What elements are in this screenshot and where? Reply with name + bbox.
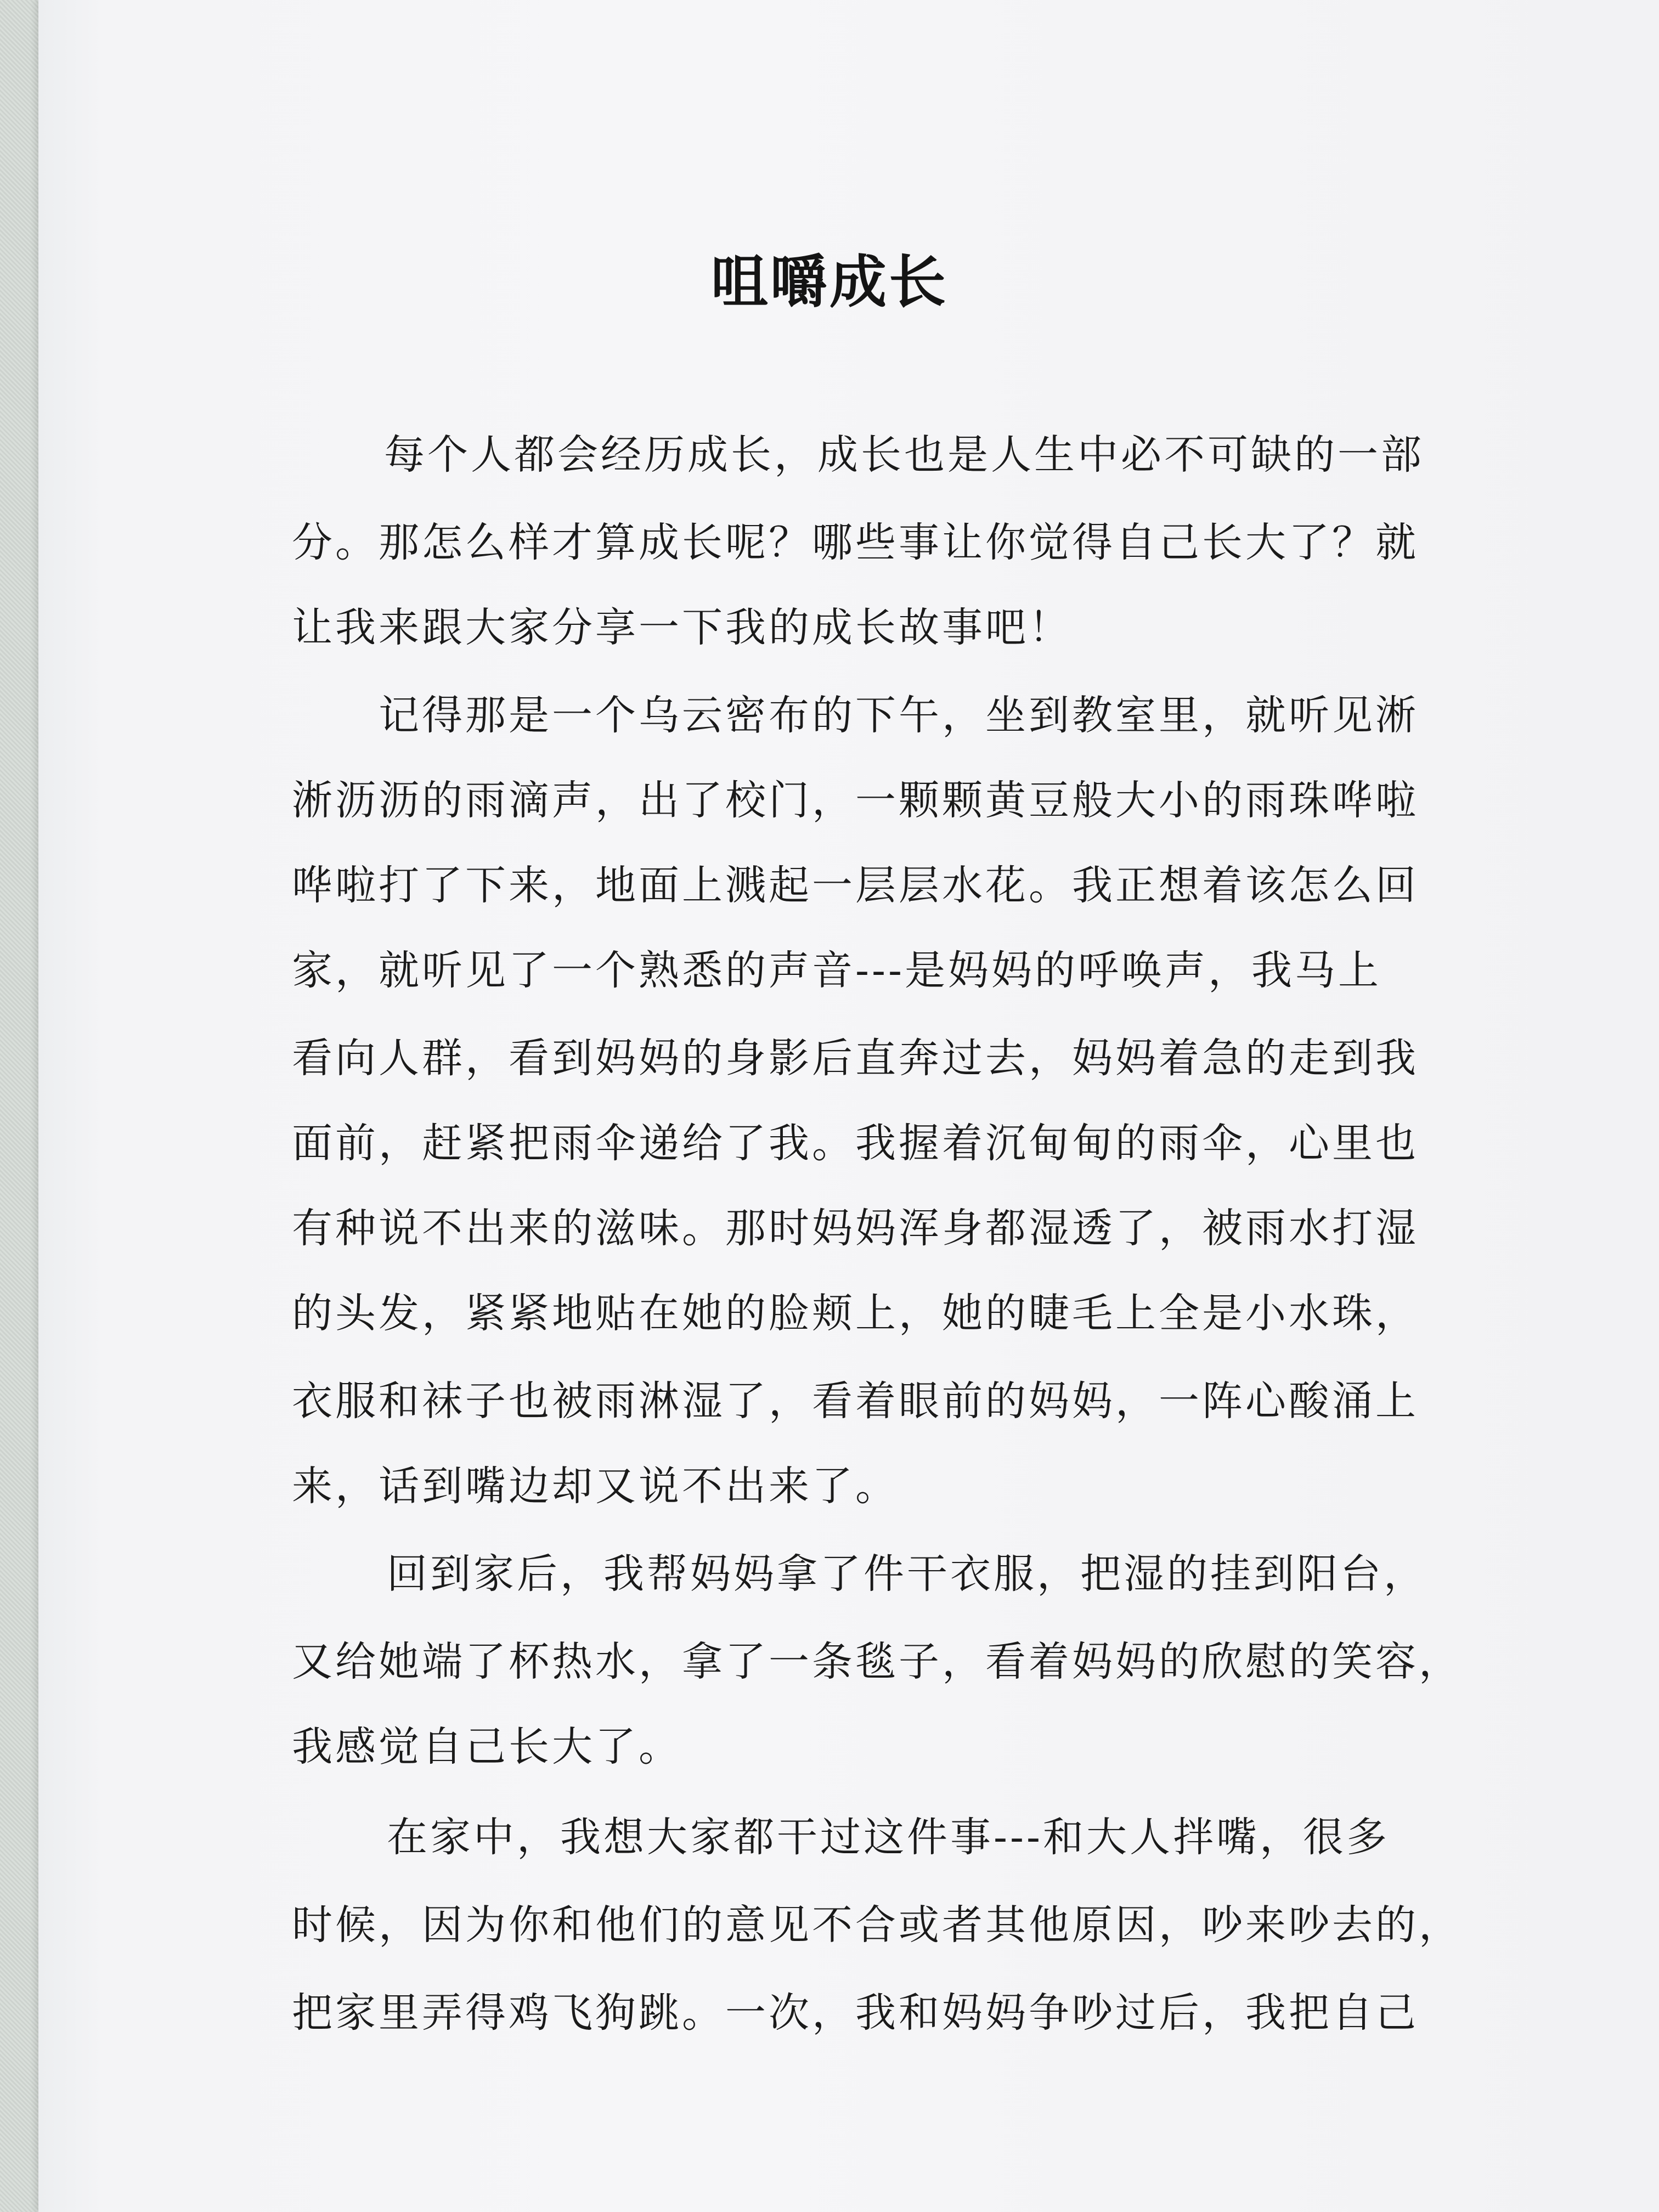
text-line: 淅沥沥的雨滴声，出了校门，一颗颗黄豆般大小的雨珠哗啦 bbox=[292, 777, 1419, 824]
text-line: 衣服和袜子也被雨淋湿了，看着眼前的妈妈，一阵心酸涌上 bbox=[292, 1378, 1419, 1425]
text-line: 看向人群，看到妈妈的身影后直奔过去，妈妈着急的走到我 bbox=[292, 1035, 1419, 1082]
text-line: 让我来跟大家分享一下我的成长故事吧！ bbox=[292, 604, 1072, 651]
text-line: 哗啦打了下来，地面上溅起一层层水花。我正想着该怎么回 bbox=[292, 862, 1419, 909]
text-line: 分。那怎么样才算成长呢？哪些事让你觉得自己长大了？就 bbox=[292, 519, 1419, 566]
text-line: 来，话到嘴边却又说不出来了。 bbox=[292, 1463, 899, 1510]
text-line: 在家中，我想大家都干过这件事---和大人拌嘴，很多 bbox=[387, 1814, 1390, 1861]
text-line: 面前，赶紧把雨伞递给了我。我握着沉甸甸的雨伞，心里也 bbox=[292, 1120, 1419, 1167]
text-line: 回到家后，我帮妈妈拿了件干衣服，把湿的挂到阳台， bbox=[387, 1550, 1427, 1598]
text-line: 有种说不出来的滋味。那时妈妈浑身都湿透了，被雨水打湿 bbox=[292, 1205, 1419, 1252]
text-line: 的头发，紧紧地贴在她的脸颊上，她的睫毛上全是小水珠， bbox=[292, 1290, 1419, 1337]
text-line: 每个人都会经历成长，成长也是人生中必不可缺的一部 bbox=[384, 431, 1424, 478]
text-line: 把家里弄得鸡飞狗跳。一次，我和妈妈争吵过后，我把自己 bbox=[292, 1989, 1419, 2036]
essay-title: 咀嚼成长 bbox=[710, 248, 948, 315]
paper-sheet bbox=[38, 0, 1659, 2212]
text-line: 我感觉自己长大了。 bbox=[292, 1723, 682, 1770]
text-line: 时候，因为你和他们的意见不合或者其他原因，吵来吵去的， bbox=[292, 1901, 1462, 1949]
text-line: 家，就听见了一个熟悉的声音---是妈妈的呼唤声，我马上 bbox=[292, 947, 1382, 994]
text-line: 记得那是一个乌云密布的下午，坐到教室里，就听见淅 bbox=[379, 692, 1419, 739]
text-line: 又给她端了杯热水，拿了一条毯子，看着妈妈的欣慰的笑容， bbox=[292, 1638, 1462, 1685]
